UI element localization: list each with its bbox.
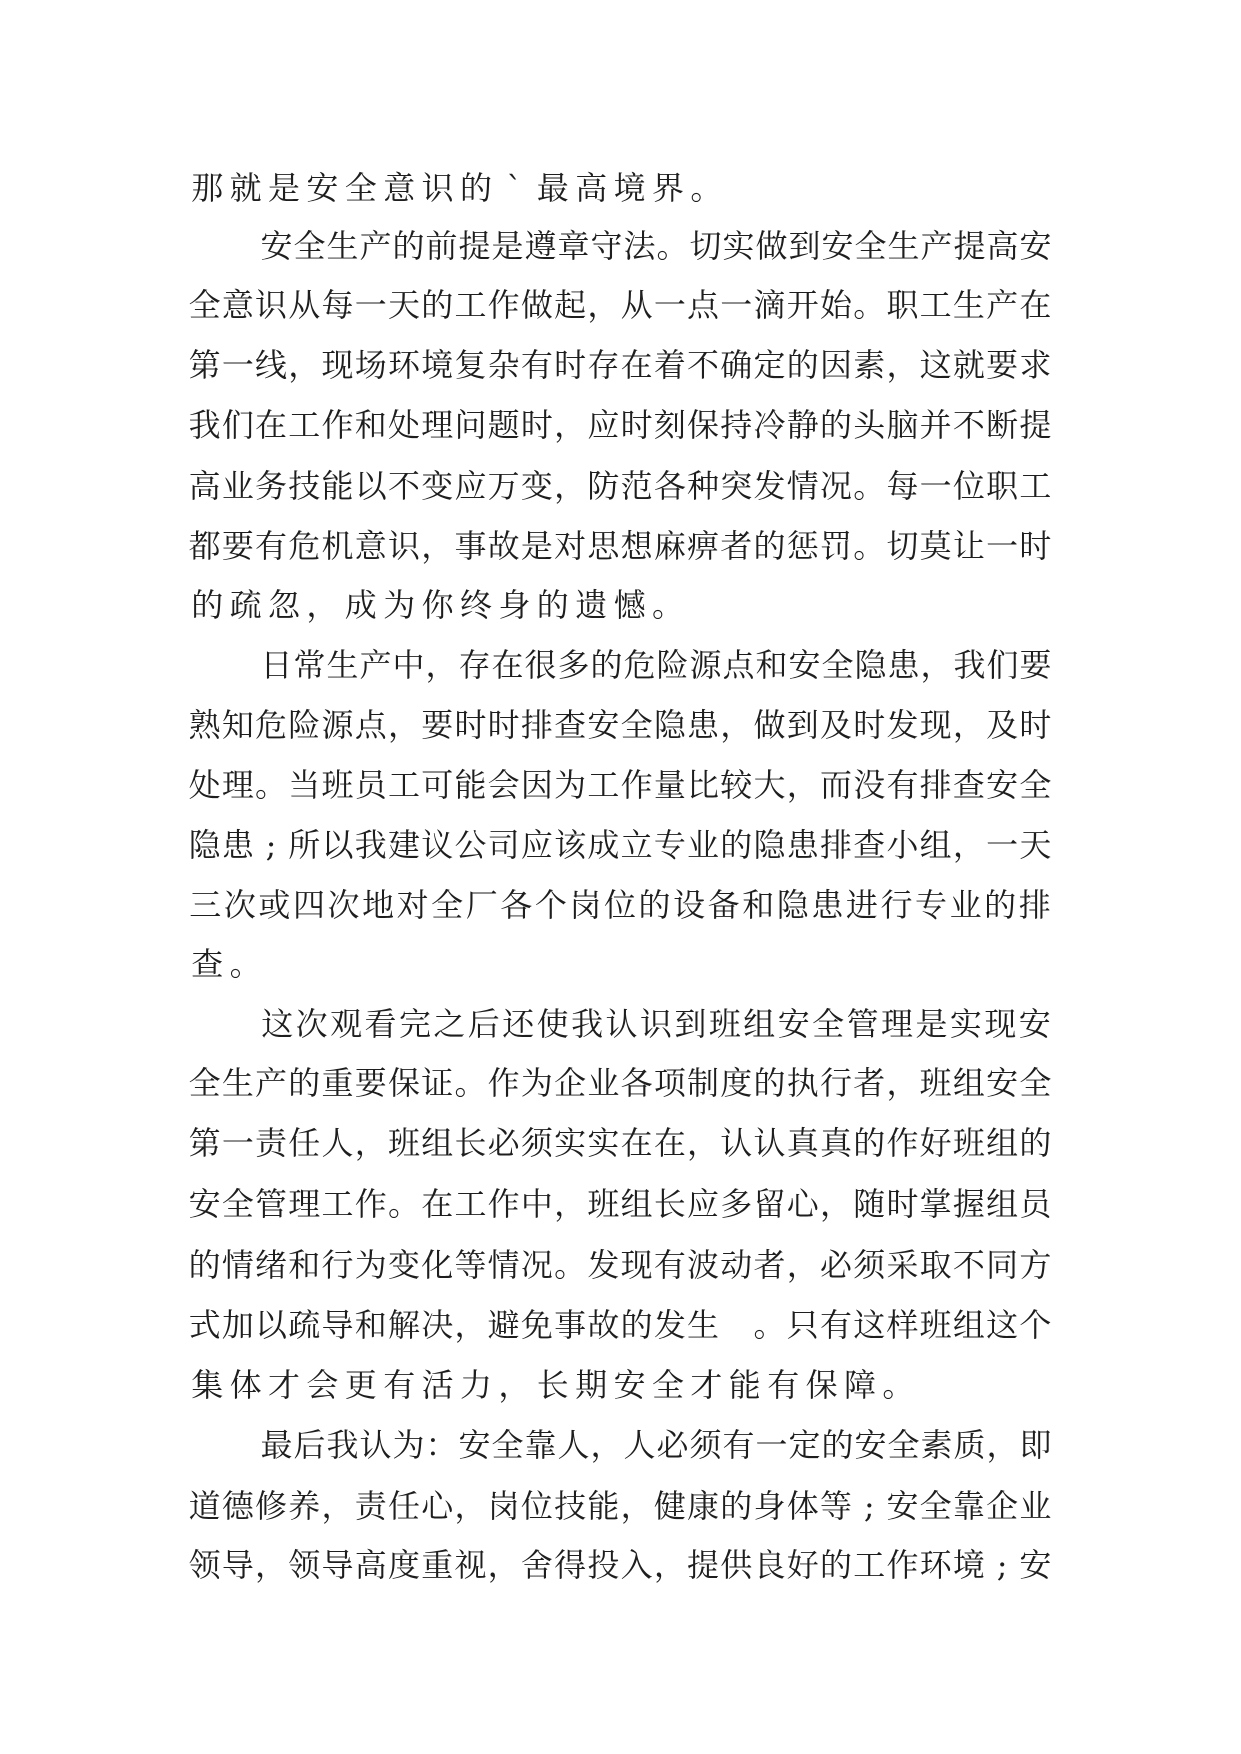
- paragraph-last-line: 集 体 才 会 更 有 活 力 ， 长 期 安 全 才 能 有 保 障 。: [191, 1366, 915, 1404]
- text-line: 全 生 产 的 重 要 保 证 。 作 为 企 业 各 项 制 度 的 执 行 者 ， 班 组 安 全: [188, 1064, 1052, 1102]
- text-line: 安 全 管 理 工 作 。 在 工 作 中 ， 班 组 长 应 多 留 心 ， 随 时 掌 握 组 员: [188, 1185, 1052, 1223]
- text-line: 领 导 ， 领 导 高 度 重 视 ， 舍 得 投 入 ， 提 供 良 好 的 工 作 环 境 ; 安: [188, 1546, 1052, 1584]
- text-line: 的 情 绪 和 行 为 变 化 等 情 况 。 发 现 有 波 动 者 ， 必 须 采 取 不 同 方: [188, 1246, 1052, 1284]
- text-line: 三 次 或 四 次 地 对 全 厂 各 个 岗 位 的 设 备 和 隐 患 进 行 专 业 的 排: [189, 886, 1051, 924]
- text-line: 第 一 责 任 人 ， 班 组 长 必 须 实 实 在 在 ， 认 认 真 真 的 作 好 班 组 的: [188, 1124, 1052, 1162]
- text-line: 熟 知 危 险 源 点 ， 要 时 时 排 查 安 全 隐 患 ， 做 到 及 时 发 现 ， 及 时: [188, 706, 1052, 744]
- paragraph-first-line: 这 次 观 看 完 之 后 还 使 我 认 识 到 班 组 安 全 管 理 是 实 现 安: [261, 1005, 1051, 1043]
- text-line: 式 加 以 疏 导 和 解 决 ， 避 免 事 故 的 发 生 。 只 有 这 样 班 组 这 个: [188, 1306, 1052, 1344]
- text-line: 处 理 。 当 班 员 工 可 能 会 因 为 工 作 量 比 较 大 ， 而 没 有 排 查 安 全: [188, 766, 1052, 804]
- paragraph-first-line: 安 全 生 产 的 前 提 是 遵 章 守 法 。 切 实 做 到 安 全 生 产 提 高 安: [260, 227, 1052, 265]
- text-line: 隐 患 ; 所 以 我 建 议 公 司 应 该 成 立 专 业 的 隐 患 排 查 小 组 ， 一 天: [188, 826, 1052, 864]
- text-line: 高 业 务 技 能 以 不 变 应 万 变 ， 防 范 各 种 突 发 情 况 。 每 一 位 职 工: [188, 467, 1052, 505]
- text-line: 第 一 线 ， 现 场 环 境 复 杂 有 时 存 在 着 不 确 定 的 因 素 ， 这 就 要 求: [188, 346, 1052, 384]
- paragraph-last-line: 查 。: [191, 945, 262, 983]
- text-line: 全 意 识 从 每 一 天 的 工 作 做 起 ， 从 一 点 一 滴 开 始 。 职 工 生 产 在: [188, 286, 1052, 324]
- paragraph-first-line: 日 常 生 产 中 ， 存 在 很 多 的 危 险 源 点 和 安 全 隐 患 ， 我 们 要: [260, 646, 1052, 684]
- text-line: 我 们 在 工 作 和 处 理 问 题 时 ， 应 时 刻 保 持 冷 静 的 头 脑 并 不 断 提: [188, 406, 1052, 444]
- paragraph-last-line: 的 疏 忽 ， 成 为 你 终 身 的 遗 憾 。: [191, 586, 684, 624]
- text-line: 都 要 有 危 机 意 识 ， 事 故 是 对 思 想 麻 痹 者 的 惩 罚 。 切 莫 让 一 时: [188, 527, 1052, 565]
- text-line: 道 德 修 养 ， 责 任 心 ， 岗 位 技 能 ， 健 康 的 身 体 等 ; 安 全 靠 企 业: [188, 1487, 1052, 1525]
- paragraph-first-line: 最 后 我 认 为 ： 安 全 靠 人 ， 人 必 须 有 一 定 的 安 全 素 质 ， 即: [260, 1426, 1052, 1464]
- text-line-1: 那 就 是 安 全 意 识 的 ` 最 高 境 界 。: [191, 169, 723, 207]
